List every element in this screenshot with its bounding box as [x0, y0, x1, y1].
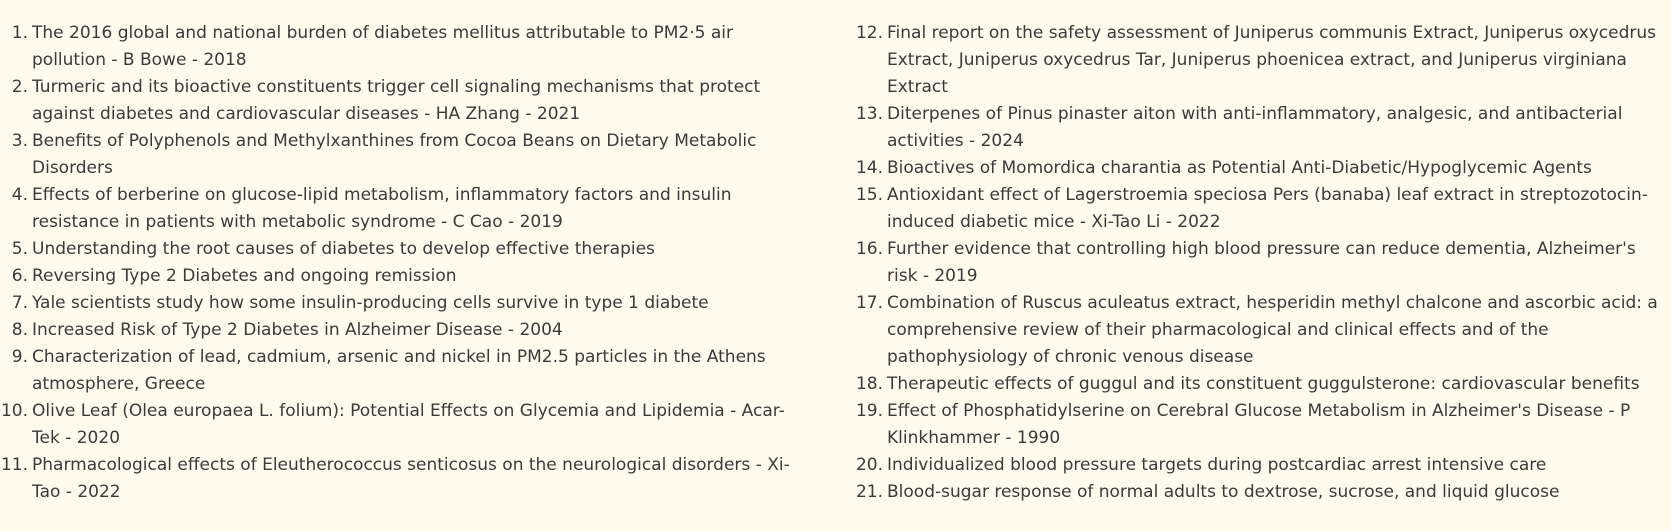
- reference-number: 5.: [11, 239, 28, 259]
- reference-title[interactable]: Therapeutic effects of guggul and its constituent guggulsterone: cardiovascular benefits: [887, 374, 1640, 394]
- reference-number: 6.: [11, 266, 28, 286]
- reference-number: 19.: [855, 401, 883, 421]
- reference-title[interactable]: Antioxidant effect of Lagerstroemia speciosa Pers (banaba) leaf extract in streptozotocin-induced diabetic mice - Xi-Tao Li - 2022: [887, 185, 1648, 232]
- reference-title[interactable]: Turmeric and its bioactive constituents trigger cell signaling mechanisms that protect against diabetes and cardiovascular diseases - HA Zhang - 2021: [32, 77, 761, 124]
- reference-title[interactable]: Diterpenes of Pinus pinaster aiton with anti-inflammatory, analgesic, and antibacterial activities - 2024: [887, 104, 1623, 151]
- reference-item[interactable]: [855, 452, 1665, 479]
- reference-number: 1.: [11, 23, 28, 43]
- reference-item[interactable]: [855, 290, 1665, 371]
- reference-number: 2.: [11, 77, 28, 97]
- reference-title[interactable]: Increased Risk of Type 2 Diabetes in Alzheimer Disease - 2004: [32, 320, 563, 340]
- reference-title[interactable]: Reversing Type 2 Diabetes and ongoing remission: [32, 266, 457, 286]
- reference-title[interactable]: Benefits of Polyphenols and Methylxanthines from Cocoa Beans on Dietary Metabolic Disorders: [32, 131, 757, 178]
- reference-item[interactable]: [0, 263, 810, 290]
- reference-title[interactable]: Olive Leaf (Olea europaea L. folium): Potential Effects on Glycemia and Lipidemia - Acar-Tek - 2020: [32, 401, 785, 448]
- reference-item[interactable]: [0, 317, 810, 344]
- reference-title[interactable]: Effects of berberine on glucose-lipid metabolism, inflammatory factors and insulin resistance in patients with metabolic syndrome - C Cao - 2019: [32, 185, 732, 232]
- reference-number: 16.: [855, 239, 883, 259]
- reference-title[interactable]: Characterization of lead, cadmium, arsenic and nickel in PM2.5 particles in the Athens atmosphere, Greece: [32, 347, 766, 394]
- reference-title[interactable]: Pharmacological effects of Eleutherococcus senticosus on the neurological disorders - Xi-Tao - 2022: [32, 455, 790, 502]
- reference-number: 8.: [11, 320, 28, 340]
- reference-column-left: [0, 20, 810, 506]
- reference-item[interactable]: [855, 371, 1665, 398]
- reference-title[interactable]: The 2016 global and national burden of diabetes mellitus attributable to PM2·5 air pollution - B Bowe - 2018: [32, 23, 734, 70]
- reference-title[interactable]: Effect of Phosphatidylserine on Cerebral Glucose Metabolism in Alzheimer's Disease - P Klinkhammer - 1990: [887, 401, 1631, 448]
- reference-title[interactable]: Understanding the root causes of diabetes to develop effective therapies: [32, 239, 655, 259]
- reference-number: 17.: [855, 293, 883, 313]
- reference-number: 11.: [0, 455, 28, 475]
- reference-title[interactable]: Further evidence that controlling high blood pressure can reduce dementia, Alzheimer's risk - 2019: [887, 239, 1636, 286]
- reference-title[interactable]: Blood-sugar response of normal adults to dextrose, sucrose, and liquid glucose: [887, 482, 1560, 502]
- reference-number: 3.: [11, 131, 28, 151]
- reference-item[interactable]: [0, 128, 810, 182]
- reference-number: 7.: [11, 293, 28, 313]
- reference-item[interactable]: [0, 344, 810, 398]
- reference-item[interactable]: [0, 290, 810, 317]
- reference-number: 21.: [855, 482, 883, 502]
- reference-item[interactable]: [855, 155, 1665, 182]
- reference-item[interactable]: [0, 398, 810, 452]
- reference-item[interactable]: [855, 398, 1665, 452]
- reference-number: 18.: [855, 374, 883, 394]
- reference-item[interactable]: [855, 182, 1665, 236]
- reference-item[interactable]: [855, 479, 1665, 506]
- reference-title[interactable]: Final report on the safety assessment of Juniperus communis Extract, Juniperus oxycedrus Extract, Juniperus oxycedrus Tar, Juniperus phoenicea extract, and Juniperus virginiana Extract: [887, 23, 1657, 97]
- reference-number: 15.: [855, 185, 883, 205]
- reference-item[interactable]: [855, 20, 1665, 101]
- reference-title[interactable]: Bioactives of Momordica charantia as Potential Anti-Diabetic/Hypoglycemic Agents: [887, 158, 1592, 178]
- reference-item[interactable]: [0, 74, 810, 128]
- reference-number: 9.: [11, 347, 28, 367]
- reference-item[interactable]: [0, 236, 810, 263]
- reference-column-right: [855, 20, 1665, 506]
- reference-number: 4.: [11, 185, 28, 205]
- reference-number: 12.: [855, 23, 883, 43]
- reference-number: 14.: [855, 158, 883, 178]
- reference-item[interactable]: [855, 236, 1665, 290]
- reference-item[interactable]: [855, 101, 1665, 155]
- reference-number: 20.: [855, 455, 883, 475]
- reference-title[interactable]: Yale scientists study how some insulin-producing cells survive in type 1 diabete: [32, 293, 709, 313]
- reference-title[interactable]: Combination of Ruscus aculeatus extract, hesperidin methyl chalcone and ascorbic acid: a comprehensive review of their pharmacological and clinical effects and of the pathophysiology of chronic venous disease: [887, 293, 1658, 367]
- reference-number: 10.: [0, 401, 28, 421]
- reference-item[interactable]: [0, 20, 810, 74]
- reference-item[interactable]: [0, 452, 810, 506]
- reference-item[interactable]: [0, 182, 810, 236]
- reference-title[interactable]: Individualized blood pressure targets during postcardiac arrest intensive care: [887, 455, 1547, 475]
- reference-number: 13.: [855, 104, 883, 124]
